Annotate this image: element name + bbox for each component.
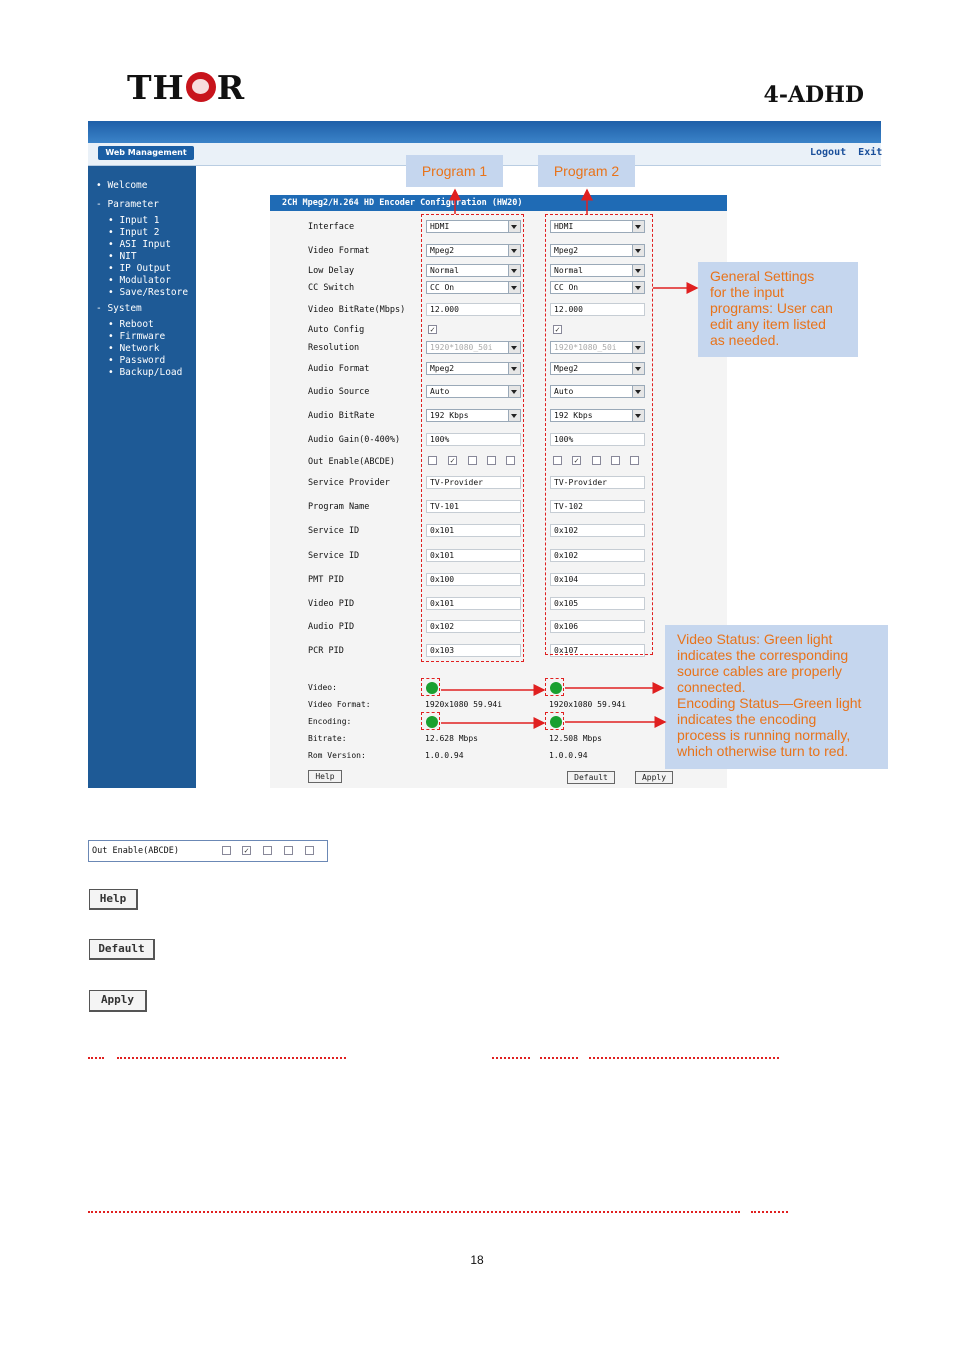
label-service-id-2: Service ID <box>308 551 360 561</box>
label-audio-pid: Audio PID <box>308 622 355 632</box>
menu-input-1[interactable]: • Input 1 <box>108 215 160 226</box>
sample-checkbox-d[interactable] <box>284 846 293 855</box>
exit-link[interactable]: Exit <box>858 147 883 158</box>
label-program-name: Program Name <box>308 502 370 512</box>
p2-cc-switch-value: CC On <box>554 283 579 292</box>
note-line: process is running normally, <box>677 727 851 743</box>
logout-link[interactable]: Logout <box>810 147 847 158</box>
sample-checkbox-b[interactable] <box>242 846 251 855</box>
menu-modulator[interactable]: • Modulator <box>108 275 171 286</box>
label-pcr-pid: PCR PID <box>308 646 344 656</box>
menu-network[interactable]: • Network <box>108 343 160 354</box>
p2-program-input[interactable]: TV-102 <box>550 500 645 513</box>
page-number: 18 <box>470 1253 484 1267</box>
note-line: Video Status: Green light <box>677 631 833 647</box>
note-line: indicates the encoding <box>677 711 817 727</box>
label-service-id: Service ID <box>308 526 360 536</box>
p1-interface-value: HDMI <box>430 222 450 231</box>
p2-video-format-value: Mpeg2 <box>554 246 579 255</box>
p2-service-id-2-input[interactable]: 0x102 <box>550 549 645 562</box>
p1-service-id-input[interactable]: 0x101 <box>426 524 521 537</box>
label-video-pid: Video PID <box>308 599 355 609</box>
p2-audio-gain-input[interactable]: 100% <box>550 433 645 446</box>
p2-service-id-input[interactable]: 0x102 <box>550 524 645 537</box>
p2-pmt-pid-input[interactable]: 0x104 <box>550 573 645 586</box>
dotted-line <box>88 1211 740 1213</box>
p2-pcr-pid-input[interactable]: 0x107 <box>550 644 645 657</box>
p2-interface-value: HDMI <box>554 222 574 231</box>
note-line: which otherwise turn to red. <box>677 743 849 759</box>
p1-status-bitrate: 12.628 Mbps <box>425 734 478 743</box>
dotted-line <box>117 1057 346 1059</box>
p2-video-pid-input[interactable]: 0x105 <box>550 597 645 610</box>
program-2-callout: Program 2 <box>538 155 635 187</box>
note-line: indicates the corresponding <box>677 647 849 663</box>
note-line: edit any item listed <box>710 316 826 332</box>
p2-provider-input[interactable]: TV-Provider <box>550 476 645 489</box>
label-out-enable: Out Enable(ABCDE) <box>308 457 395 467</box>
note-line: for the input <box>710 284 784 300</box>
p2-audio-source-value: Auto <box>554 387 574 396</box>
p1-status-format: 1920x1080 59.94i <box>425 700 503 709</box>
program-1-callout: Program 1 <box>406 155 503 187</box>
menu-welcome[interactable]: • Welcome <box>96 180 148 191</box>
status-label-video: Video: <box>308 683 337 692</box>
status-label-rom: Rom Version: <box>308 751 366 760</box>
sample-checkbox-e[interactable] <box>305 846 314 855</box>
p2-bitrate-input[interactable]: 12.000 <box>550 303 645 316</box>
p1-audio-source-value: Auto <box>430 387 450 396</box>
web-management-tab[interactable]: Web Management <box>98 146 194 160</box>
p1-bitrate-input[interactable]: 12.000 <box>426 303 521 316</box>
p1-audio-bitrate-value: 192 Kbps <box>430 411 469 420</box>
p1-audio-pid-input[interactable]: 0x102 <box>426 620 521 633</box>
label-audio-format: Audio Format <box>308 364 370 374</box>
out-enable-sample-label: Out Enable(ABCDE) <box>92 846 179 856</box>
help-button-sample[interactable]: Help <box>89 889 138 910</box>
p2-audio-pid-input[interactable]: 0x106 <box>550 620 645 633</box>
label-audio-source: Audio Source <box>308 387 370 397</box>
p1-audio-format-value: Mpeg2 <box>430 364 455 373</box>
note-line: General Settings <box>710 268 815 284</box>
status-label-bitrate: Bitrate: <box>308 734 347 743</box>
note-line: source cables are properly <box>677 663 842 679</box>
default-button[interactable]: Default <box>567 771 615 784</box>
p2-low-delay-value: Normal <box>554 266 583 275</box>
p2-audio-bitrate-value: 192 Kbps <box>554 411 593 420</box>
out-enable-sample <box>88 840 328 862</box>
note-line: programs: User can <box>710 300 833 316</box>
status-label-encoding: Encoding: <box>308 717 352 726</box>
p1-service-id-2-input[interactable]: 0x101 <box>426 549 521 562</box>
apply-button-sample[interactable]: Apply <box>89 990 147 1012</box>
p1-pcr-pid-input[interactable]: 0x103 <box>426 644 521 657</box>
label-low-delay: Low Delay <box>308 266 355 276</box>
label-cc-switch: CC Switch <box>308 283 355 293</box>
logo-text-right: R <box>216 68 246 107</box>
p1-video-pid-input[interactable]: 0x101 <box>426 597 521 610</box>
sample-checkbox-c[interactable] <box>263 846 272 855</box>
menu-nit[interactable]: • NIT <box>108 251 137 262</box>
label-audio-bitrate: Audio BitRate <box>308 411 375 421</box>
p2-resolution-value: 1920*1080_50i <box>554 343 617 352</box>
dotted-line <box>492 1057 530 1059</box>
note-line: as needed. <box>710 332 780 348</box>
menu-reboot[interactable]: • Reboot <box>108 319 154 330</box>
label-video-bitrate: Video BitRate(Mbps) <box>308 305 406 315</box>
p1-resolution-value: 1920*1080_50i <box>430 343 493 352</box>
menu-system[interactable]: - System <box>96 303 142 314</box>
label-service-provider: Service Provider <box>308 478 390 488</box>
menu-password[interactable]: • Password <box>108 355 166 366</box>
menu-input-2[interactable]: • Input 2 <box>108 227 160 238</box>
menu-parameter[interactable]: - Parameter <box>96 199 159 210</box>
note-line: Encoding Status—Green light <box>677 695 862 711</box>
p1-cc-switch-value: CC On <box>430 283 455 292</box>
note-line: connected. <box>677 679 746 695</box>
p2-status-format: 1920x1080 59.94i <box>549 700 627 709</box>
panel-title: 2CH Mpeg2/H.264 HD Encoder Configuration (HW20) <box>270 195 727 211</box>
p1-video-format-value: Mpeg2 <box>430 246 455 255</box>
help-button[interactable]: Help <box>308 770 342 783</box>
p2-audio-format-value: Mpeg2 <box>554 364 579 373</box>
dotted-line <box>540 1057 578 1059</box>
p1-pmt-pid-input[interactable]: 0x100 <box>426 573 521 586</box>
apply-button[interactable]: Apply <box>635 771 673 784</box>
label-auto-config: Auto Config <box>308 325 365 335</box>
label-pmt-pid: PMT PID <box>308 575 344 585</box>
menu-ip-output[interactable]: • IP Output <box>108 263 171 274</box>
default-button-sample[interactable]: Default <box>89 939 155 960</box>
p1-low-delay-value: Normal <box>430 266 459 275</box>
p2-status-bitrate: 12.508 Mbps <box>549 734 602 743</box>
sample-checkbox-a[interactable] <box>222 846 231 855</box>
menu-backup-load[interactable]: • Backup/Load <box>108 367 183 378</box>
p1-status-rom: 1.0.0.94 <box>425 751 464 760</box>
dotted-line <box>589 1057 779 1059</box>
menu-asi-input[interactable]: • ASI Input <box>108 239 171 250</box>
p1-audio-gain-input[interactable]: 100% <box>426 433 521 446</box>
label-audio-gain: Audio Gain(0-400%) <box>308 435 401 445</box>
logo-text-left: TH <box>127 68 185 107</box>
p1-program-input[interactable]: TV-101 <box>426 500 521 513</box>
p1-provider-input[interactable]: TV-Provider <box>426 476 521 489</box>
label-resolution: Resolution <box>308 343 360 353</box>
product-name: 4-ADHD <box>763 82 864 108</box>
p2-status-rom: 1.0.0.94 <box>549 751 588 760</box>
status-label-format: Video Format: <box>308 700 371 709</box>
label-video-format: Video Format <box>308 246 370 256</box>
menu-save-restore[interactable]: • Save/Restore <box>108 287 189 298</box>
dotted-line <box>88 1057 104 1059</box>
dotted-line <box>751 1211 788 1213</box>
menu-firmware[interactable]: • Firmware <box>108 331 166 342</box>
label-interface: Interface <box>308 222 355 232</box>
